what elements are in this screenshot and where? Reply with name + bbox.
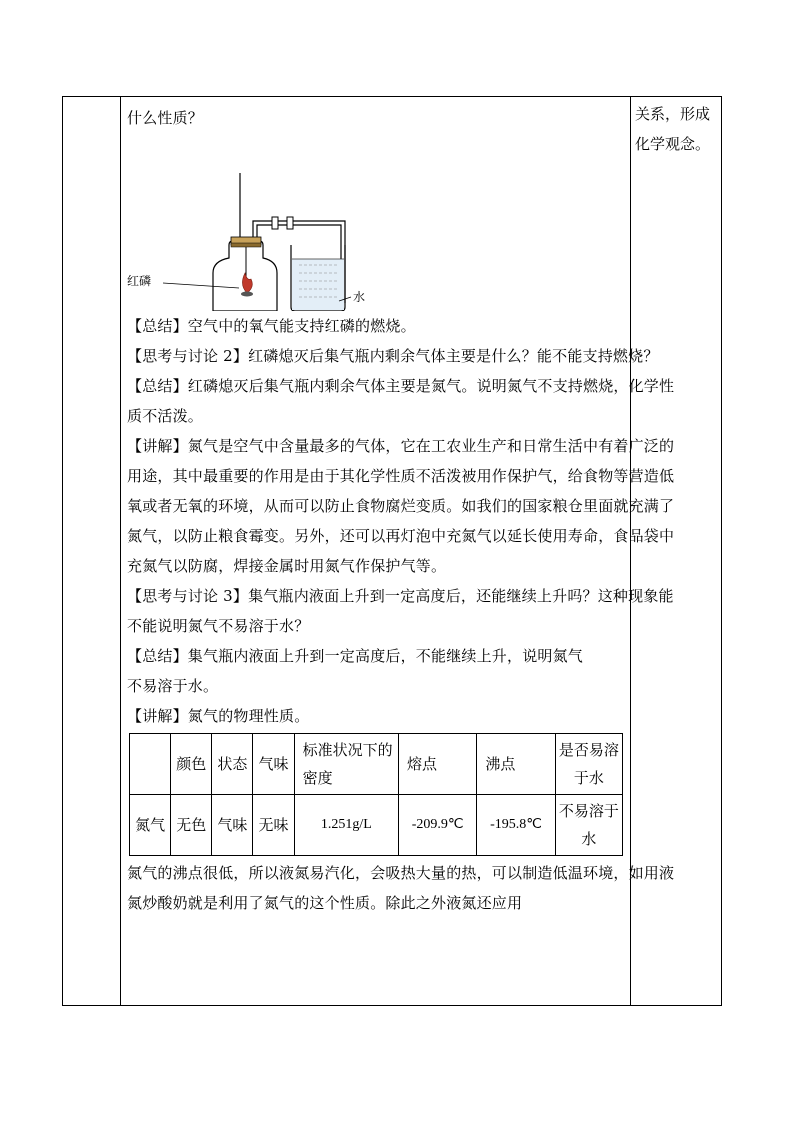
discussion-3: 【思考与讨论 3】集气瓶内液面上升到一定高度后，还能继续上升吗？这种现象能不能说明氮气不易溶于水？ [127, 587, 674, 635]
nitrogen-properties-table [129, 733, 623, 856]
lecture-1: 【讲解】氮气是空气中含量最多的气体，它在工农业生产和日常生活中有着广泛的用途，其中最重要的作用是由于其化学性质不活泼被用作保护气，给食物等营造低氧或者无氧的环境，从而可以防止食物腐烂变质。如我们的国家粮仓里面就充满了氮气，以防止粮食霉变。另外，还可以再灯泡中充氮气以延长使用寿命，食品袋中充氮气以防腐，焊接金属时用氮气作保护气等。 [127, 437, 675, 575]
label-water: 水 [353, 290, 366, 304]
table-header-cell: 状态 [212, 734, 253, 795]
closing-paragraph: 氮气的沸点很低，所以液氮易汽化，会吸热大量的热，可以制造低温环境，如用液氮炒酸奶就是利用了氮气的这个性质。除此之外液氮还应用 [127, 864, 675, 912]
table-cell: -195.8℃ [477, 795, 555, 856]
table-header-cell: 颜色 [171, 734, 212, 795]
table-cell: 无色 [171, 795, 212, 856]
label-phosphorus: 红磷 [127, 274, 152, 288]
table-cell: 气味 [212, 795, 253, 856]
table-header-cell [130, 734, 171, 795]
beaker-diagram [277, 133, 477, 311]
summary-3-line-2: 不易溶于水。 [127, 677, 219, 695]
discussion-2: 【思考与讨论 2】红磷熄灭后集气瓶内剩余气体主要是什么？能不能支持燃烧？ [127, 347, 659, 365]
question-tail: 什么性质？ [127, 109, 204, 127]
table-header-cell: 标准状况下的密度 [294, 734, 398, 795]
content-column [121, 97, 689, 918]
table-cell: -209.9℃ [399, 795, 477, 856]
summary-3-line-1: 【总结】集气瓶内液面上升到一定高度后，不能继续上升，说明氮气 [127, 647, 584, 665]
table-header-row [130, 734, 623, 795]
table-row [130, 795, 623, 856]
table-cell: 无味 [253, 795, 294, 856]
experiment-figure [127, 133, 683, 311]
summary-1: 【总结】空气中的氧气能支持红磷的燃烧。 [127, 317, 416, 335]
table-header-cell: 熔点 [399, 734, 477, 795]
design-intent-note: 关系，形成化学观念。 [635, 105, 711, 153]
table-header-cell: 沸点 [477, 734, 555, 795]
lesson-table [62, 96, 722, 1006]
table-cell: 不易溶于水 [555, 795, 622, 856]
table-cell: 1.251g/L [294, 795, 398, 856]
table-cell: 氮气 [130, 795, 171, 856]
table-header-cell: 气味 [253, 734, 294, 795]
summary-2: 【总结】红磷熄灭后集气瓶内剩余气体主要是氮气。说明氮气不支持燃烧，化学性质不活泼。 [127, 377, 675, 425]
lecture-2: 【讲解】氮气的物理性质。 [127, 707, 310, 725]
notes-column [631, 97, 721, 161]
table-header-cell: 是否易溶于水 [555, 734, 622, 795]
